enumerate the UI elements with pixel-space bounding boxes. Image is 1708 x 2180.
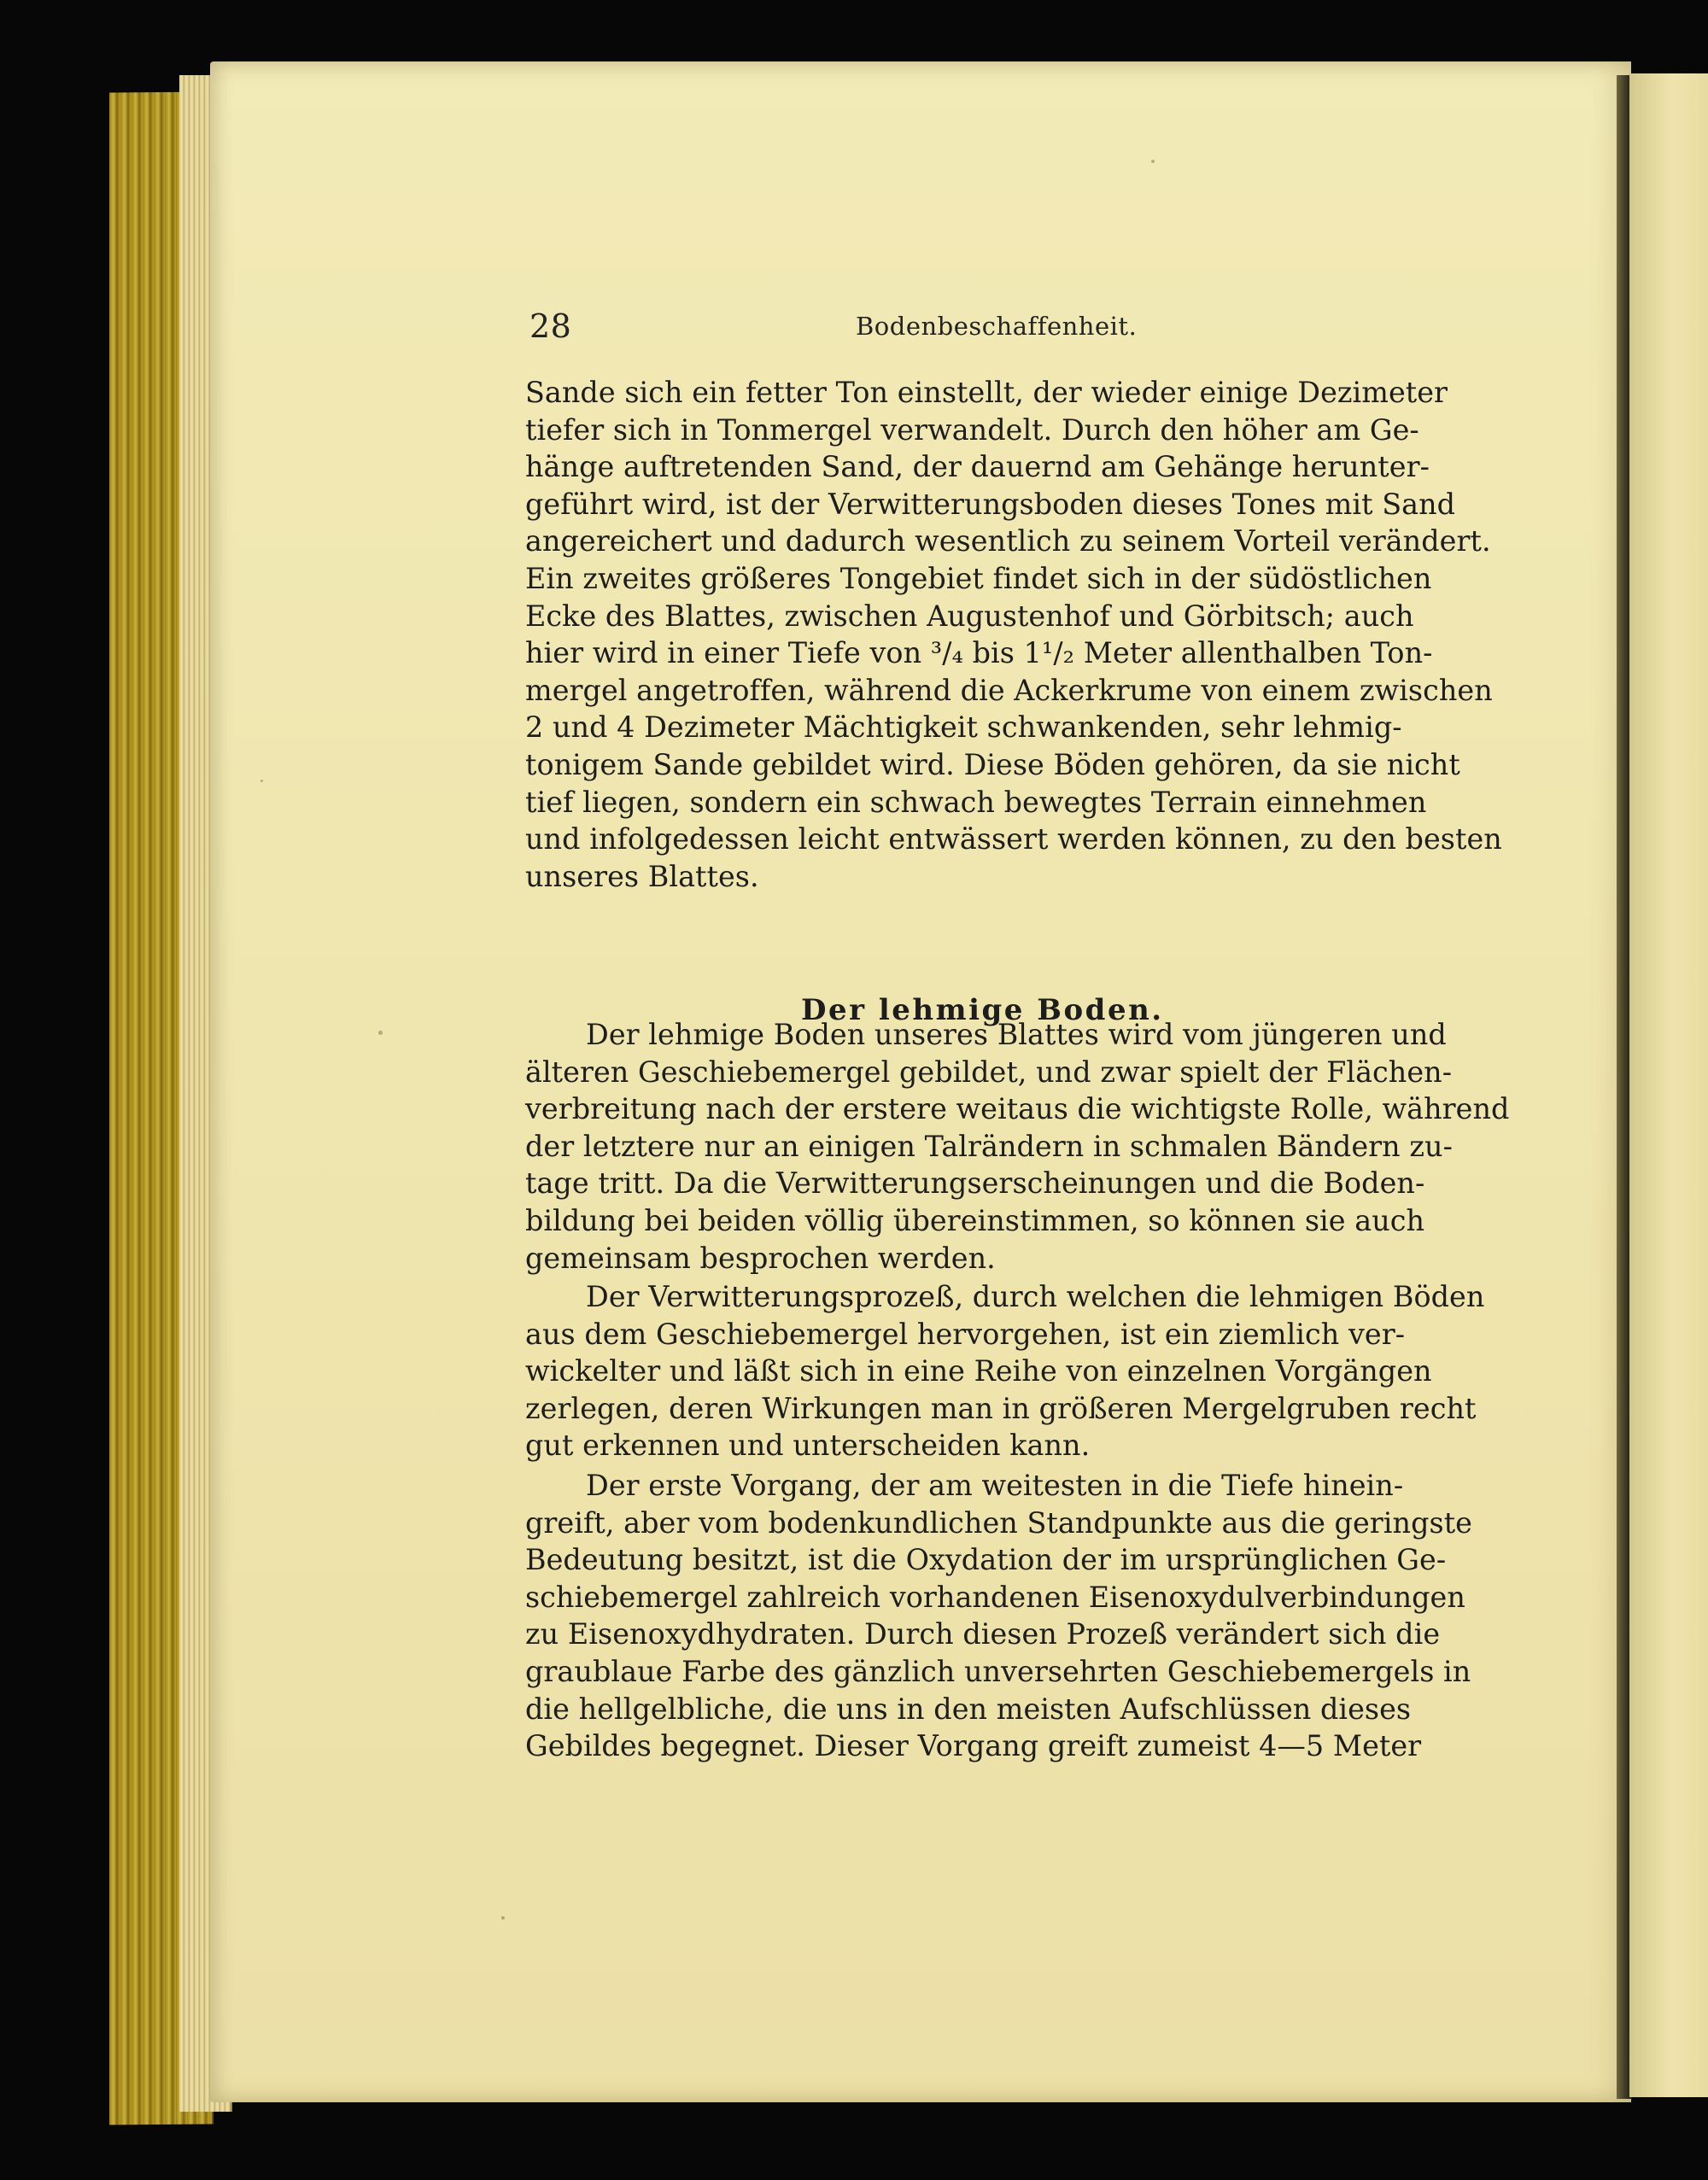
paragraph-loamy-soil [525, 1016, 1510, 1277]
text-line: tage tritt. Da die Verwitterungserscheinungen und die Boden- [525, 1166, 1425, 1201]
text-line: die hellgelbliche, die uns in den meisten Aufschlüssen dieses [525, 1692, 1412, 1726]
text-line: Sande sich ein fetter Ton einstellt, der wieder einige Dezimeter [525, 376, 1448, 409]
text-line: Ecke des Blattes, zwischen Augustenhof und Görbitsch; auch [525, 599, 1414, 633]
text-line: hier wird in einer Tiefe von ³/₄ bis 1¹/₂ Meter allenthalben Ton- [525, 636, 1433, 670]
text-line: bildung bei beiden völlig übereinstimmen, so können sie auch [525, 1203, 1425, 1237]
text-line: Bedeutung besitzt, ist die Oxydation der im ursprünglichen Ge- [525, 1543, 1447, 1577]
text-line: 2 und 4 Dezimeter Mächtigkeit schwankenden, sehr lehmig- [525, 710, 1402, 745]
paper-speck [260, 780, 263, 782]
text-line: aus dem Geschiebemergel hervorgehen, ist ein ziemlich ver- [525, 1317, 1406, 1351]
text-line: verbreitung nach der erstere weitaus die wichtigste Rolle, während [525, 1092, 1510, 1126]
text-line: hänge auftretenden Sand, der dauernd am Gehänge herunter- [525, 450, 1430, 484]
text-line: geführt wird, ist der Verwitterungsboden dieses Tones mit Sand [525, 487, 1456, 521]
text-line: Der Verwitterungsprozeß, durch welchen die lehmigen Böden [586, 1280, 1485, 1313]
text-line: graublaue Farbe des gänzlich unversehrten Geschiebemergels in [525, 1654, 1471, 1688]
text-line: zu Eisenoxydhydraten. Durch diesen Prozeß verändert sich die [525, 1617, 1441, 1651]
paper-speck [378, 1031, 383, 1035]
paragraph-oxidation [525, 1467, 1472, 1765]
paragraph-clay-soils [525, 374, 1502, 895]
text-line: und infolgedessen leicht entwässert werden können, zu den besten [525, 822, 1502, 856]
text-line: älteren Geschiebemergel gebildet, und zwar spielt der Flächen- [525, 1055, 1453, 1089]
text-line: mergel angetroffen, während die Ackerkrume von einem zwischen [525, 673, 1493, 707]
paper-speck [501, 1916, 505, 1920]
text-line: tiefer sich in Tonmergel verwandelt. Durch den höher am Ge- [525, 412, 1419, 447]
text-line: unseres Blattes. [525, 859, 759, 893]
text-line: angereichert und dadurch wesentlich zu seinem Vorteil verändert. [525, 524, 1491, 558]
text-line: gemeinsam besprochen werden. [525, 1241, 996, 1275]
text-line: Ein zweites größeres Tongebiet findet sich in der südöstlichen [525, 561, 1432, 595]
text-line: Der erste Vorgang, der am weitesten in die Tiefe hinein- [586, 1469, 1404, 1502]
paragraph-weathering-process [525, 1278, 1485, 1464]
text-line: der letztere nur an einigen Talrändern in schmalen Bändern zu- [525, 1129, 1453, 1163]
text-line: gut erkennen und unterscheiden kann. [525, 1429, 1091, 1463]
running-title: Bodenbeschaffenheit. [856, 312, 1138, 341]
text-line: tief liegen, sondern ein schwach bewegtes Terrain einnehmen [525, 785, 1427, 819]
text-line: Der lehmige Boden unseres Blattes wird vom jüngeren und [586, 1018, 1447, 1051]
running-header [529, 307, 1392, 348]
page-number: 28 [529, 307, 572, 345]
text-line: tonigem Sande gebildet wird. Diese Böden gehören, da sie nicht [525, 747, 1460, 781]
text-line: schiebemergel zahlreich vorhandenen Eisenoxydulverbindungen [525, 1580, 1465, 1614]
text-line: greift, aber vom bodenkundlichen Standpunkte aus die geringste [525, 1505, 1472, 1540]
text-line: zerlegen, deren Wirkungen man in größeren Mergelgruben recht [525, 1391, 1477, 1425]
right-page-edge [1629, 73, 1708, 2097]
text-line: wickelter und läßt sich in eine Reihe von einzelnen Vorgängen [525, 1354, 1432, 1388]
text-line: Gebildes begegnet. Dieser Vorgang greift zumeist 4—5 Meter [525, 1729, 1422, 1763]
paper-speck [1151, 160, 1155, 163]
section-heading: Der lehmige Boden. [801, 993, 1164, 1028]
